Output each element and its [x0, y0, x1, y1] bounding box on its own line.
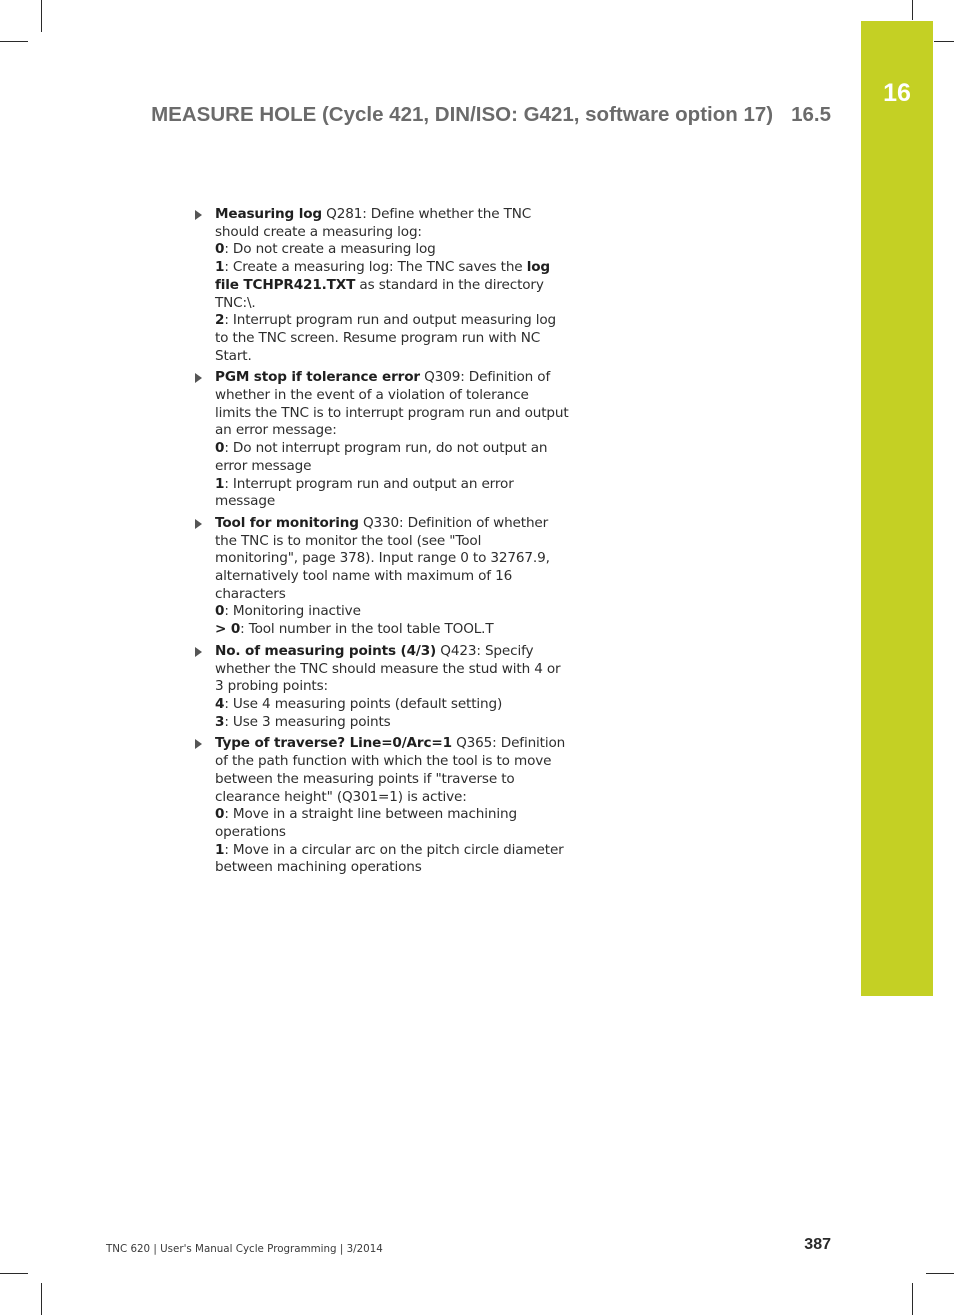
text-line	[215, 771, 565, 789]
chapter-number: 16	[883, 79, 911, 107]
text-line	[215, 696, 565, 714]
text-run: limits the TNC is to interrupt program run and output	[215, 404, 569, 421]
bold-text: > 0	[215, 621, 241, 638]
list-item	[193, 643, 565, 732]
text-line	[215, 369, 565, 387]
text-run: between machining operations	[215, 859, 422, 876]
text-line	[215, 206, 565, 224]
text-run: : Use 4 measuring points (default setting)	[224, 695, 503, 712]
text-line	[215, 277, 565, 295]
text-line	[215, 476, 565, 494]
triangle-bullet-icon	[195, 373, 202, 383]
list-item	[193, 735, 565, 877]
text-run: Q365: Definition	[451, 735, 566, 752]
text-run: clearance height" (Q301=1) is active:	[215, 788, 467, 805]
header-title: MEASURE HOLE (Cycle 421, DIN/ISO: G421, software option 17)	[151, 103, 774, 126]
text-run: : Monitoring inactive	[224, 603, 361, 620]
text-line	[215, 753, 565, 771]
crop-mark	[0, 1273, 28, 1274]
text-run: monitoring", page 378). Input range 0 to 32767.9,	[215, 550, 550, 567]
text-run: Q423: Specify	[436, 642, 534, 659]
bold-text: 4	[215, 695, 225, 712]
text-run: error message	[215, 457, 312, 474]
triangle-bullet-icon	[195, 739, 202, 749]
triangle-bullet-icon	[195, 210, 202, 220]
text-line	[215, 621, 565, 639]
text-run: the TNC is to monitor the tool (see "Tool	[215, 532, 482, 549]
text-run: to the TNC screen. Resume program run with NC	[215, 329, 541, 346]
text-line	[215, 458, 565, 476]
text-line	[215, 312, 565, 330]
bold-text: Measuring log	[215, 206, 322, 222]
text-line	[215, 330, 565, 348]
crop-mark	[912, 1283, 913, 1315]
bold-text: 1	[215, 259, 225, 276]
crop-mark	[41, 0, 42, 32]
text-line	[215, 568, 565, 586]
bold-text: Tool for monitoring	[215, 514, 359, 531]
bold-text: No. of measuring points (4/3)	[215, 642, 437, 659]
bold-text: PGM stop if tolerance error	[215, 369, 420, 386]
bold-text: 2	[215, 312, 225, 329]
text-line	[215, 348, 565, 366]
text-line	[215, 515, 565, 533]
text-line	[215, 643, 565, 661]
text-line	[215, 241, 565, 259]
text-line	[215, 404, 569, 423]
text-run: alternatively tool name with maximum of 16	[215, 568, 513, 585]
page-header	[151, 103, 831, 127]
text-run: : Move in a straight line between machining	[224, 806, 517, 823]
text-run: should create a measuring log:	[215, 223, 422, 240]
bold-text: 0	[215, 806, 225, 823]
text-run: : Tool number in the tool table TOOL.T	[240, 621, 494, 638]
text-line	[215, 550, 565, 568]
text-line	[215, 661, 565, 679]
text-line	[215, 842, 565, 860]
bold-text: 0	[215, 241, 225, 258]
bold-text: log	[526, 259, 550, 276]
text-run: operations	[215, 823, 286, 840]
text-line	[215, 603, 565, 621]
crop-mark	[926, 1273, 954, 1274]
crop-mark	[934, 41, 954, 42]
text-line	[215, 493, 565, 511]
bold-text: 0	[215, 440, 225, 457]
text-line	[215, 422, 565, 440]
bold-text: file TCHPR421.TXT	[215, 276, 356, 293]
bold-text: 0	[215, 603, 225, 620]
crop-mark	[41, 1283, 42, 1315]
crop-mark	[912, 0, 913, 20]
parameter-list	[193, 206, 569, 881]
text-run: whether the TNC should measure the stud with 4 or	[215, 660, 561, 677]
text-run: : Do not create a measuring log	[224, 241, 436, 258]
text-line	[215, 533, 565, 551]
text-line	[215, 824, 565, 842]
list-item	[193, 515, 565, 639]
text-run: Q281: Define whether the TNC	[321, 206, 532, 222]
bold-text: 3	[215, 713, 225, 730]
text-run: : Create a measuring log: The TNC saves the	[224, 259, 527, 276]
header-section-number: 16.5	[791, 103, 831, 126]
text-run: Q330: Definition of whether	[358, 514, 549, 531]
triangle-bullet-icon	[195, 519, 202, 529]
text-run: : Use 3 measuring points	[224, 713, 391, 730]
text-run: Q309: Definition of	[419, 369, 551, 386]
text-line	[215, 859, 565, 877]
list-item	[193, 369, 569, 511]
text-run: TNC:\.	[215, 294, 256, 311]
text-line	[215, 387, 565, 405]
page-number: 387	[804, 1236, 831, 1253]
text-line	[215, 586, 565, 604]
text-run: between the measuring points if "traverse to	[215, 770, 515, 787]
text-line	[215, 259, 565, 277]
text-run: Start.	[215, 347, 252, 364]
bold-text: 1	[215, 475, 225, 492]
text-run: whether in the event of a violation of tolerance	[215, 387, 529, 404]
text-line	[215, 789, 565, 807]
text-run: : Interrupt program run and output an error	[224, 475, 514, 492]
text-line	[215, 440, 565, 458]
text-run: of the path function with which the tool is to move	[215, 753, 552, 770]
text-run: : Interrupt program run and output measuring log	[224, 312, 556, 329]
text-line	[215, 806, 565, 824]
text-line	[215, 735, 565, 753]
triangle-bullet-icon	[195, 647, 202, 657]
bold-text: Type of traverse? Line=0/Arc=1	[215, 735, 452, 752]
crop-mark	[0, 41, 28, 42]
list-item	[193, 206, 565, 365]
footer-text: TNC 620 | User's Manual Cycle Programming | 3/2014	[106, 1243, 383, 1255]
text-run: : Move in a circular arc on the pitch circle diameter	[224, 841, 564, 858]
text-run: as standard in the directory	[355, 276, 544, 293]
bold-text: 1	[215, 841, 225, 858]
text-line	[215, 224, 565, 242]
text-run: message	[215, 493, 276, 510]
text-run: : Do not interrupt program run, do not output an	[224, 440, 548, 457]
text-run: 3 probing points:	[215, 678, 328, 695]
text-line	[215, 295, 565, 313]
text-line	[215, 714, 565, 732]
chapter-tab	[861, 21, 933, 996]
text-run: characters	[215, 585, 286, 602]
text-line	[215, 678, 565, 696]
text-run: an error message:	[215, 422, 337, 439]
